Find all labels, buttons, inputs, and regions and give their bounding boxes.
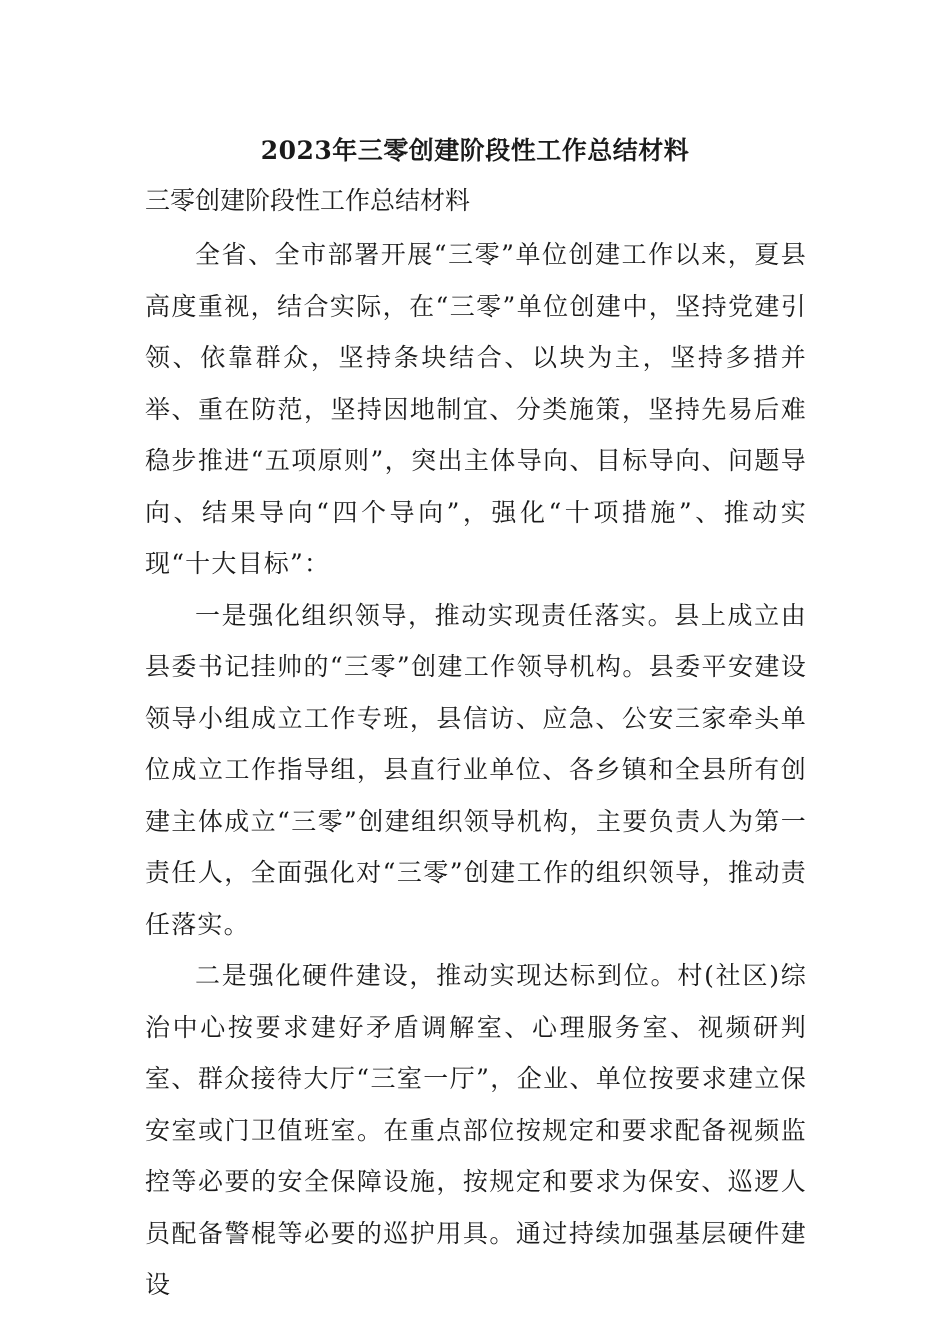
- paragraph-organization-leadership: 一是强化组织领导，推动实现责任落实。县上成立由县委书记挂帅的“三零”创建工作领导机构。县委平安建设领导小组成立工作专班，县信访、应急、公安三家牵头单位成立工作指导组，县直行业单位、各乡镇和全县所有创建主体成立“三零”创建组织领导机构，主要负责人为第一责任人，全面强化对“三零”创建工作的组织领导，推动责任落实。: [145, 600, 807, 939]
- paragraph-hardware-construction: 二是强化硬件建设，推动实现达标到位。村(社区)综治中心按要求建好矛盾调解室、心理服务室、视频研判室、群众接待大厅“三室一厅”，企业、单位按要求建立保安室或门卫值班室。在重点部位按规定和要求配备视频监控等必要的安全保障设施，按规定和要求为保安、巡逻人员配备警棍等必要的巡护用具。通过持续加强基层硬件建设: [145, 961, 807, 1299]
- document-subtitle: 三零创建阶段性工作总结材料: [145, 186, 471, 215]
- document-title: 2023年三零创建阶段性工作总结材料: [260, 136, 690, 165]
- paragraph-intro: 全省、全市部署开展“三零”单位创建工作以来，夏县高度重视，结合实际，在“三零”单位创建中，坚持党建引领、依靠群众，坚持条块结合、以块为主，坚持多措并举、重在防范，坚持因地制宜、分类施策，坚持先易后难稳步推进“五项原则”，突出主体导向、目标导向、问题导向、结果导向“四个导向”，强化“十项措施”、推动实现“十大目标”：: [145, 240, 807, 578]
- document-body: [145, 229, 807, 1311]
